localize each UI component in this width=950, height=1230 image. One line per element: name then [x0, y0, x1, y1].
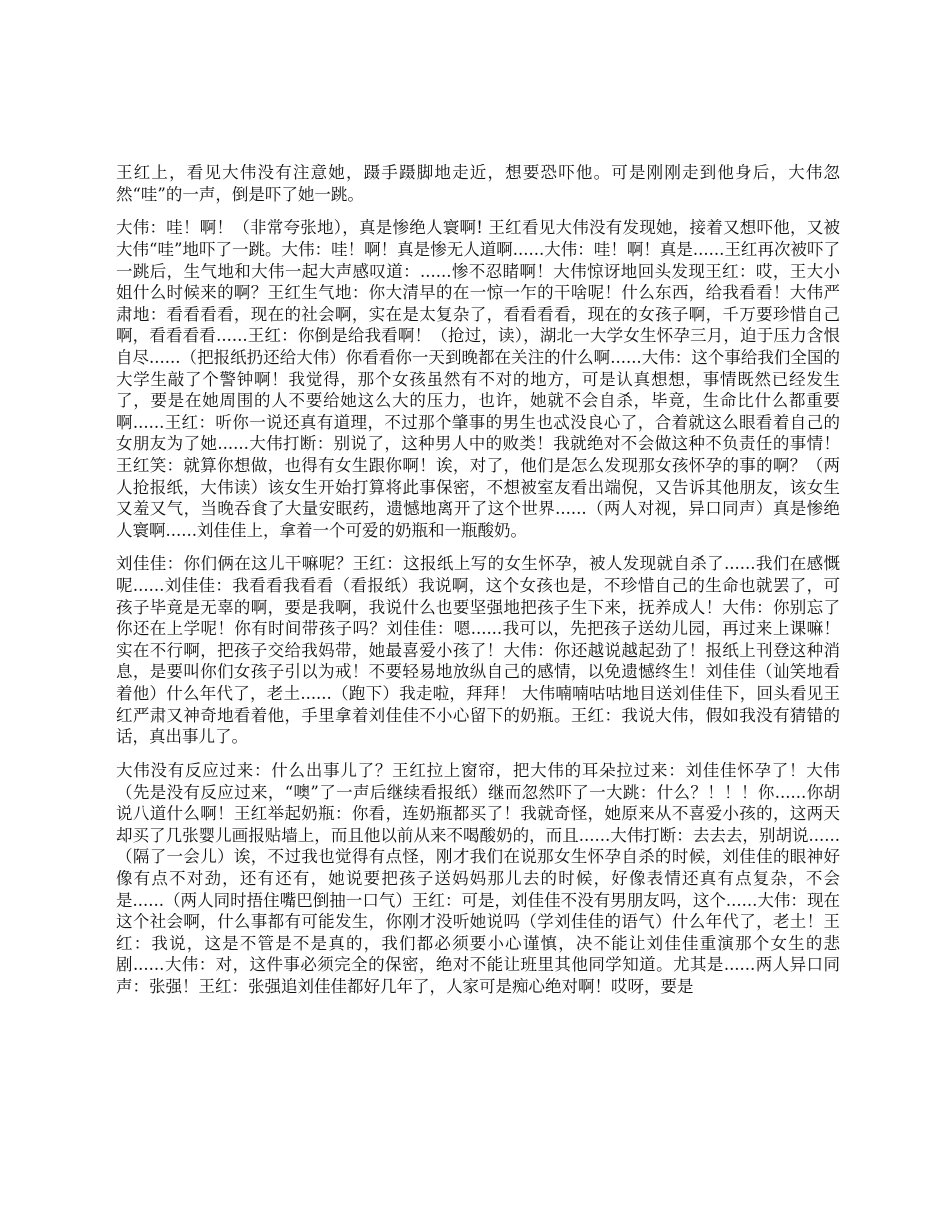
paragraph-2: 大伟：哇！啊！（非常夸张地），真是惨绝人寰啊! 王红看见大伟没有发现她，接着又想吓他，又被大伟“哇”地吓了一跳。大伟：哇！啊！真是惨无人道啊......大伟：哇！啊！真是......王红再次被吓了一跳后，生气地和大伟一起大声感叹道：......惨不忍睹啊！大伟惊讶地回头发现王红：哎，王大小姐什么时候来的啊？王红生气地：你大清早的在一惊一乍的干啥呢！什么东西，给我看看！大伟严肃地：看看看看，现在的社会啊，实在是太复杂了，看看看看，现在的女孩子啊，千万要珍惜自己啊，看看看看......王红：你倒是给我看啊！（抢过，读），湖北一大学女生怀孕三月，迫于压力含恨自尽......（把报纸扔还给大伟）你看看你一天到晚都在关注的什么啊......大伟：这个事给我们全国的大学生敲了个警钟啊！我觉得，那个女孩虽然有不对的地方，可是认真想想，事情既然已经发生了，要是在她周围的人不要给她这么大的压力，也许，她就不会自杀，毕竟，生命比什么都重要啊......王红：听你一说还真有道理，不过那个肇事的男生也忒没良心了，合着就这么眼看着自己的女朋友为了她......大伟打断：别说了，这种男人中的败类！我就绝对不会做这种不负责任的事情！王红笑：就算你想做，也得有女生跟你啊！诶，对了，他们是怎么发现那女孩怀孕的事的啊？（两人抢报纸，大伟读）该女生开始打算将此事保密，不想被室友看出端倪，又告诉其他朋友，该女生又羞又气，当晚吞食了大量安眠药，遗憾地离开了这个世界......（两人对视，异口同声）真是惨绝人寰啊......刘佳佳上，拿着一个可爱的奶瓶和一瓶酸奶。: [116, 218, 840, 540]
paragraph-3: 刘佳佳：你们俩在这儿干嘛呢？王红：这报纸上写的女生怀孕，被人发现就自杀了......我们在感慨呢......刘佳佳：我看看我看看（看报纸）我说啊，这个女孩也是，不珍惜自己的生命也就罢了，可孩子毕竟是无辜的啊，要是我啊，我说什么也要坚强地把孩子生下来，抚养成人！大伟：你别忘了你还在上学呢！你有时间带孩子吗？刘佳佳：嗯......我可以，先把孩子送幼儿园，再过来上课嘛！实在不行啊，把孩子交给我妈带，她最喜爱小孩了！大伟：你还越说越起劲了！报纸上刊登这种消息，是要叫你们女孩子引以为戒！不要轻易地放纵自己的感情，以免遗憾终生！刘佳佳（讪笑地看着他）什么年代了，老土......（跑下）我走啦，拜拜！ 大伟喃喃咕咕地目送刘佳佳下，回头看见王红严肃又神奇地看着他，手里拿着刘佳佳不小心留下的奶瓶。王红：我说大伟，假如我没有猜错的话，真出事儿了。: [116, 554, 840, 747]
paragraph-1: 王红上，看见大伟没有注意她，蹑手蹑脚地走近，想要恐吓他。可是刚刚走到他身后，大伟忽然“哇”的一声，倒是吓了她一跳。: [116, 163, 840, 204]
document-page: [116, 162, 840, 1010]
paragraph-4: 大伟没有反应过来：什么出事儿了？王红拉上窗帘，把大伟的耳朵拉过来：刘佳佳怀孕了！大伟（先是没有反应过来，“噢”了一声后继续看报纸）继而忽然吓了一大跳：什么？！！！你......你胡说八道什么啊！王红举起奶瓶：你看，连奶瓶都买了！我就奇怪，她原来从不喜爱小孩的，这两天却买了几张婴儿画报贴墙上，而且他以前从来不喝酸奶的，而且......大伟打断：去去去，别胡说......（隔了一会儿）诶，不过我也觉得有点怪，刚才我们在说那女生怀孕自杀的时候，刘佳佳的眼神好像有点不对劲，还有还有，她说要把孩子送妈妈那儿去的时候，好像表情还真有点复杂，不会是......（两人同时捂住嘴巴倒抽一口气）王红：可是，刘佳佳不没有男朋友吗，这个......大伟：现在这个社会啊，什么事都有可能发生，你刚才没听她说吗（学刘佳佳的语气）什么年代了，老土！王红：我说，这是不管是不是真的，我们都必须要小心谨慎，决不能让刘佳佳重演那个女生的悲剧......大伟：对，这件事必须完全的保密，绝对不能让班里其他同学知道。尤其是......两人异口同声：张强！王红：张强追刘佳佳都好几年了，人家可是痴心绝对啊！哎呀，要是: [116, 761, 840, 996]
